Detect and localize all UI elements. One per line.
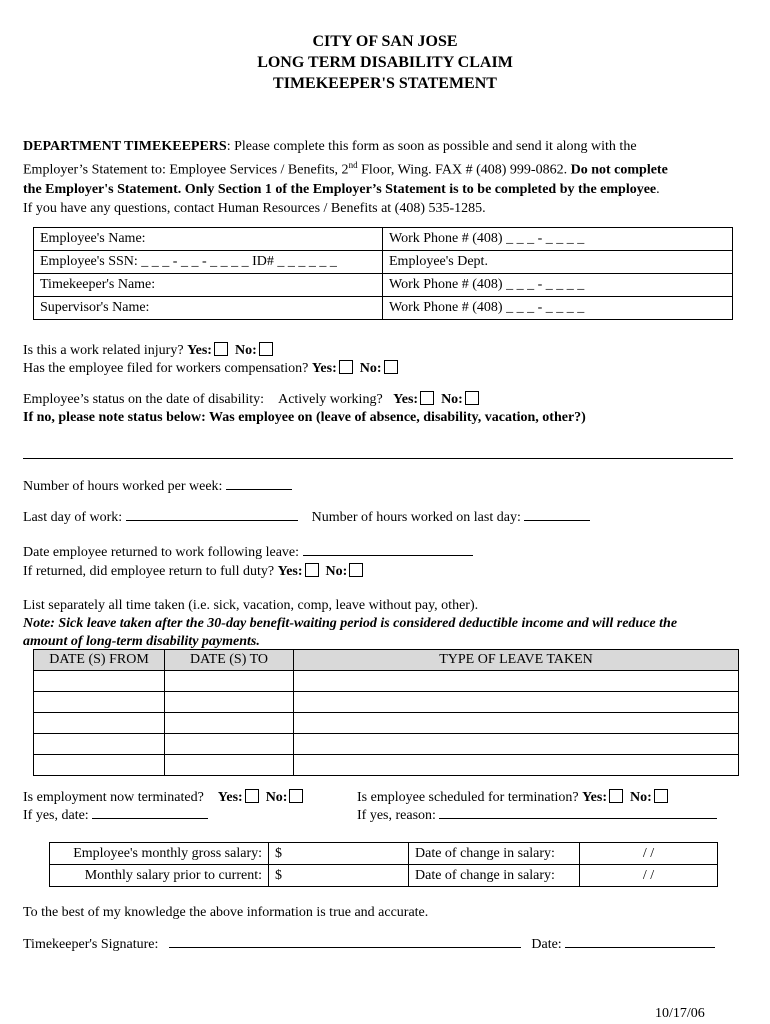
leave-cell[interactable]	[34, 713, 165, 734]
terminated-row	[23, 788, 353, 807]
table-row	[34, 692, 739, 713]
termination-date-row	[23, 806, 353, 825]
injury-yes-checkbox[interactable]	[214, 342, 228, 356]
leave-cell[interactable]	[294, 734, 739, 755]
list-time-label: List separately all time taken (i.e. sick, vacation, comp, leave without pay, other).	[23, 598, 479, 613]
intro-bold-2: Do not complete	[570, 162, 668, 178]
hours-per-week-field[interactable]	[226, 477, 292, 490]
full-duty-row	[23, 562, 743, 581]
workers-comp-yes-checkbox[interactable]	[339, 360, 353, 374]
intro-sup: nd	[348, 160, 358, 170]
scheduled-termination-row	[357, 788, 757, 807]
gross-salary-change-date[interactable]: / /	[580, 843, 718, 865]
hours-last-day-field[interactable]	[524, 508, 590, 521]
scheduled-no-checkbox[interactable]	[654, 789, 668, 803]
employee-dept-field[interactable]: Employee's Dept.	[383, 251, 733, 274]
terminated-yes-label: Yes:	[217, 790, 243, 805]
table-row	[34, 713, 739, 734]
table-header-row	[34, 650, 739, 671]
terminated-yes-checkbox[interactable]	[245, 789, 259, 803]
workers-comp-no-checkbox[interactable]	[384, 360, 398, 374]
full-duty-label: If returned, did employee return to full duty?	[23, 564, 275, 579]
last-day-row	[23, 508, 743, 527]
injury-no-checkbox[interactable]	[259, 342, 273, 356]
termination-reason-label: If yes, reason:	[357, 808, 436, 823]
injury-yes-label: Yes:	[187, 343, 212, 358]
intro-bold-lead: DEPARTMENT TIMEKEEPERS	[23, 139, 227, 154]
signature-field[interactable]	[169, 935, 521, 948]
prior-salary-change-date[interactable]: / /	[580, 865, 718, 887]
scheduled-termination-label: Is employee scheduled for termination?	[357, 790, 579, 805]
termination-reason-field[interactable]	[439, 806, 717, 819]
terminated-no-checkbox[interactable]	[289, 789, 303, 803]
actively-no-label: No:	[441, 392, 463, 407]
termination-date-label: If yes, date:	[23, 808, 89, 823]
scheduled-no-label: No:	[629, 790, 652, 805]
prior-salary-change-label: Date of change in salary:	[409, 865, 580, 887]
terminated-no-label: No:	[265, 790, 288, 805]
leave-cell[interactable]	[165, 755, 294, 776]
header-line-2: LONG TERM DISABILITY CLAIM	[257, 54, 513, 71]
intro-text-4: If you have any questions, contact Human Resources / Benefits at (408) 535-1285.	[23, 200, 486, 216]
full-duty-no-label: No:	[325, 564, 348, 579]
workers-comp-no-label: No:	[359, 361, 382, 376]
leave-cell[interactable]	[165, 713, 294, 734]
terminated-label: Is employment now terminated?	[23, 790, 204, 805]
intro-text-2a: Employer’s Statement to: Employee Services / Benefits, 2	[23, 162, 349, 178]
if-no-status-label: If no, please note status below: Was employee on (leave of absence, disability, vacation, other?)	[23, 410, 586, 425]
supervisor-name-field[interactable]: Supervisor's Name:	[34, 297, 383, 320]
last-day-field[interactable]	[126, 508, 298, 521]
termination-reason-row	[357, 806, 757, 825]
leave-cell[interactable]	[34, 671, 165, 692]
hours-last-day-label: Number of hours worked on last day:	[311, 510, 521, 525]
header-line-3: TIMEKEEPER'S STATEMENT	[273, 75, 497, 92]
gross-salary-change-label: Date of change in salary:	[409, 843, 580, 865]
gross-salary-label: Employee's monthly gross salary:	[50, 843, 269, 865]
injury-no-label: No:	[234, 343, 257, 358]
table-row	[34, 734, 739, 755]
table-row	[34, 274, 733, 297]
timekeeper-phone-field[interactable]: Work Phone # (408) _ _ _ - _ _ _ _	[383, 274, 733, 297]
work-phone-field[interactable]: Work Phone # (408) _ _ _ - _ _ _ _	[383, 228, 733, 251]
status-question-label: Employee’s status on the date of disability:	[23, 392, 265, 407]
employee-info-table	[33, 227, 733, 320]
hours-per-week-row	[23, 477, 743, 496]
leave-cell[interactable]	[165, 671, 294, 692]
date-returned-row	[23, 543, 743, 562]
salary-table	[49, 842, 718, 887]
employee-name-field[interactable]: Employee's Name:	[34, 228, 383, 251]
intro-bold-3: the Employer's Statement. Only Section 1 of the Employer’s Statement is to be completed by the employee	[23, 181, 657, 197]
timekeeper-name-field[interactable]: Timekeeper's Name:	[34, 274, 383, 297]
full-duty-yes-label: Yes:	[277, 564, 303, 579]
actively-yes-checkbox[interactable]	[420, 391, 434, 405]
full-duty-yes-checkbox[interactable]	[305, 563, 319, 577]
col-header-date-from: DATE (S) FROM	[34, 650, 165, 671]
intro-text-3: .	[656, 181, 660, 197]
actively-yes-label: Yes:	[393, 392, 419, 407]
table-row	[34, 671, 739, 692]
table-row	[34, 251, 733, 274]
signature-date-label: Date:	[531, 937, 562, 952]
last-day-label: Last day of work:	[23, 510, 123, 525]
leave-cell[interactable]	[34, 734, 165, 755]
header-line-1: CITY OF SAN JOSE	[312, 33, 458, 50]
scheduled-yes-label: Yes:	[582, 790, 607, 805]
signature-label: Timekeeper's Signature:	[23, 937, 159, 952]
intro-text-1: : Please complete this form as soon as possible and send it along with the	[226, 139, 637, 154]
workers-comp-question	[23, 359, 743, 378]
leave-cell[interactable]	[165, 692, 294, 713]
note-line-2: amount of long-term disability payments.	[23, 634, 260, 649]
gross-salary-field[interactable]: $	[269, 843, 409, 865]
employee-ssn-field[interactable]: Employee's SSN: _ _ _ - _ _ - _ _ _ _ ID# _ _ _ _ _ _	[34, 251, 383, 274]
leave-cell[interactable]	[294, 692, 739, 713]
date-returned-label: Date employee returned to work following leave:	[23, 545, 300, 560]
intro-text-2b: Floor, Wing. FAX # (408) 999-0862.	[357, 162, 571, 178]
workers-comp-question-label: Has the employee filed for workers compensation?	[23, 361, 309, 376]
table-row	[50, 865, 718, 887]
col-header-type-of-leave: TYPE OF LEAVE TAKEN	[294, 650, 739, 671]
prior-salary-field[interactable]: $	[269, 865, 409, 887]
leave-cell[interactable]	[34, 755, 165, 776]
workers-comp-yes-label: Yes:	[311, 361, 337, 376]
full-duty-no-checkbox[interactable]	[349, 563, 363, 577]
leave-cell[interactable]	[165, 734, 294, 755]
scheduled-yes-checkbox[interactable]	[609, 789, 623, 803]
injury-question-label: Is this a work related injury?	[23, 343, 184, 358]
leave-cell[interactable]	[294, 713, 739, 734]
leave-cell[interactable]	[294, 671, 739, 692]
note-line-1: Note: Sick leave taken after the 30-day benefit-waiting period is considered deductible income and will reduce the	[23, 616, 678, 631]
table-row	[34, 228, 733, 251]
status-answer-line[interactable]	[23, 458, 733, 459]
certification-text: To the best of my knowledge the above information is true and accurate.	[23, 905, 429, 920]
table-row	[34, 297, 733, 320]
leave-table	[33, 649, 739, 776]
injury-question	[23, 341, 743, 360]
intro-paragraph	[23, 137, 743, 218]
signature-date-field[interactable]	[565, 935, 715, 948]
actively-working-label: Actively working?	[278, 392, 383, 407]
date-returned-field[interactable]	[303, 543, 473, 556]
table-row	[34, 755, 739, 776]
status-question	[23, 390, 743, 409]
table-row	[50, 843, 718, 865]
leave-cell[interactable]	[294, 755, 739, 776]
supervisor-phone-field[interactable]: Work Phone # (408) _ _ _ - _ _ _ _	[383, 297, 733, 320]
termination-date-field[interactable]	[92, 806, 208, 819]
leave-cell[interactable]	[34, 692, 165, 713]
signature-row	[23, 935, 763, 954]
prior-salary-label: Monthly salary prior to current:	[50, 865, 269, 887]
revision-date: 10/17/06	[655, 1006, 705, 1021]
actively-no-checkbox[interactable]	[465, 391, 479, 405]
col-header-date-to: DATE (S) TO	[165, 650, 294, 671]
hours-per-week-label: Number of hours worked per week:	[23, 479, 223, 494]
